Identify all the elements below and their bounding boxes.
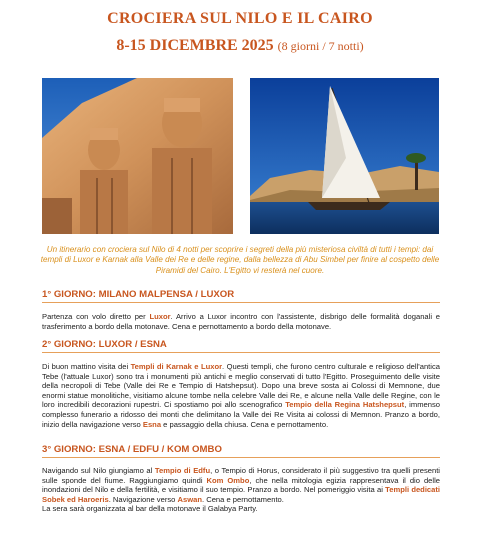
highlight-edfu: Tempio di Edfu — [154, 466, 211, 475]
duration-text: (8 giorni / 7 notti) — [277, 39, 364, 53]
intro-paragraph: Un itinerario con crociera sul Nilo di 4 notti per scoprire i segreti della più misteriosa civiltà di tutti i tempi: dai templi di Luxor e Karnak alla Valle dei Re e delle regine, dalla bellezza di Abu Simbel per finire al cospetto delle Piramidi del Cairo. L'Egitto vi resterà nel cuore. — [40, 245, 440, 275]
abu-simbel-image — [42, 78, 233, 234]
highlight-kom-ombo: Kom Ombo — [206, 475, 250, 485]
day-2-description: Di buon mattino visita dei Templi di Karnak e Luxor. Questi templi, che furono centro culturale e religioso dell'antica Tebe (l'attuale Luxor) sono tra i monumenti più antichi e meglio conservati di tutto l'Egitto. Proseguimento delle visite della necropoli di Tebe (Valle dei Re e Tempio di Hatshepsut). Dopo una breve sosta ai Colossi di Memnone, due enormi statue monolitiche, visitiamo alcune tombe nella celebre Valle dei Re, e alcune nella Valle delle Regine, con le loro incredibili decorazioni rupestri. Ci spostiamo poi allo scenografico Tempio della Regina Hatshepsut, immenso complesso funerario a ridosso dei monti che delimitano la Valle dei Re Visita ai colossi di Memnon. Pranzo a bordo, inizio della navigazione verso Esna e passaggio della chiusa. Cena e pernottamento. — [42, 362, 440, 429]
highlight-esna: Esna — [142, 419, 162, 429]
highlight-aswan: Aswan — [177, 494, 202, 504]
felucca-image — [250, 78, 439, 234]
highlight-luxor: Luxor — [149, 312, 171, 321]
highlight-sobek-haroeris: Templi dedicati Sobek ed Haroeris — [42, 485, 441, 504]
day-1-description: Partenza con volo diretto per Luxor. Arrivo a Luxor incontro con l'assistente, disbrigo delle formalità doganali e trasferimento a bordo della motonave. Cena e pernottamento a bordo della motonave. — [42, 312, 440, 331]
page-title: CROCIERA SUL NILO E IL CAIRO — [107, 10, 373, 27]
galabya-party-note: La sera sarà organizzata al bar della motonave il Galabya Party. — [42, 504, 258, 514]
trip-dates — [0, 37, 480, 55]
day-1-heading: 1° GIORNO: MILANO MALPENSA / LUXOR — [42, 289, 440, 303]
highlight-karnak-luxor: Templi di Karnak e Luxor — [130, 362, 223, 371]
felucca-photo — [250, 78, 439, 234]
abu-simbel-photo — [42, 78, 233, 234]
day-3-description: Navigando sul Nilo giungiamo al Tempio di Edfu, o Tempio di Horus, considerato il più suggestivo tra quelli presenti sulle sponde del fiume. Raggiungiamo quindi Kom Ombo, che nella mitologia egizia rappresentava il dio delle inondazioni del Nilo e della fertilità, e visitiamo il suo tempio. Pranzo a bordo. Nel pomeriggio visita ai Templi dedicati Sobek ed Haroeris. Navigazione verso Aswan. Cena e pernottamento. La sera sarà organizzata al bar della motonave il Galabya Party. — [42, 466, 441, 514]
highlight-hatshepsut: Tempio della Regina Hatshepsut — [285, 400, 405, 410]
dates-text: 8-15 DICEMBRE 2025 — [116, 37, 274, 54]
day-3-heading: 3° GIORNO: ESNA / EDFU / KOM OMBO — [42, 444, 440, 458]
day-2-heading: 2° GIORNO: LUXOR / ESNA — [42, 339, 440, 353]
